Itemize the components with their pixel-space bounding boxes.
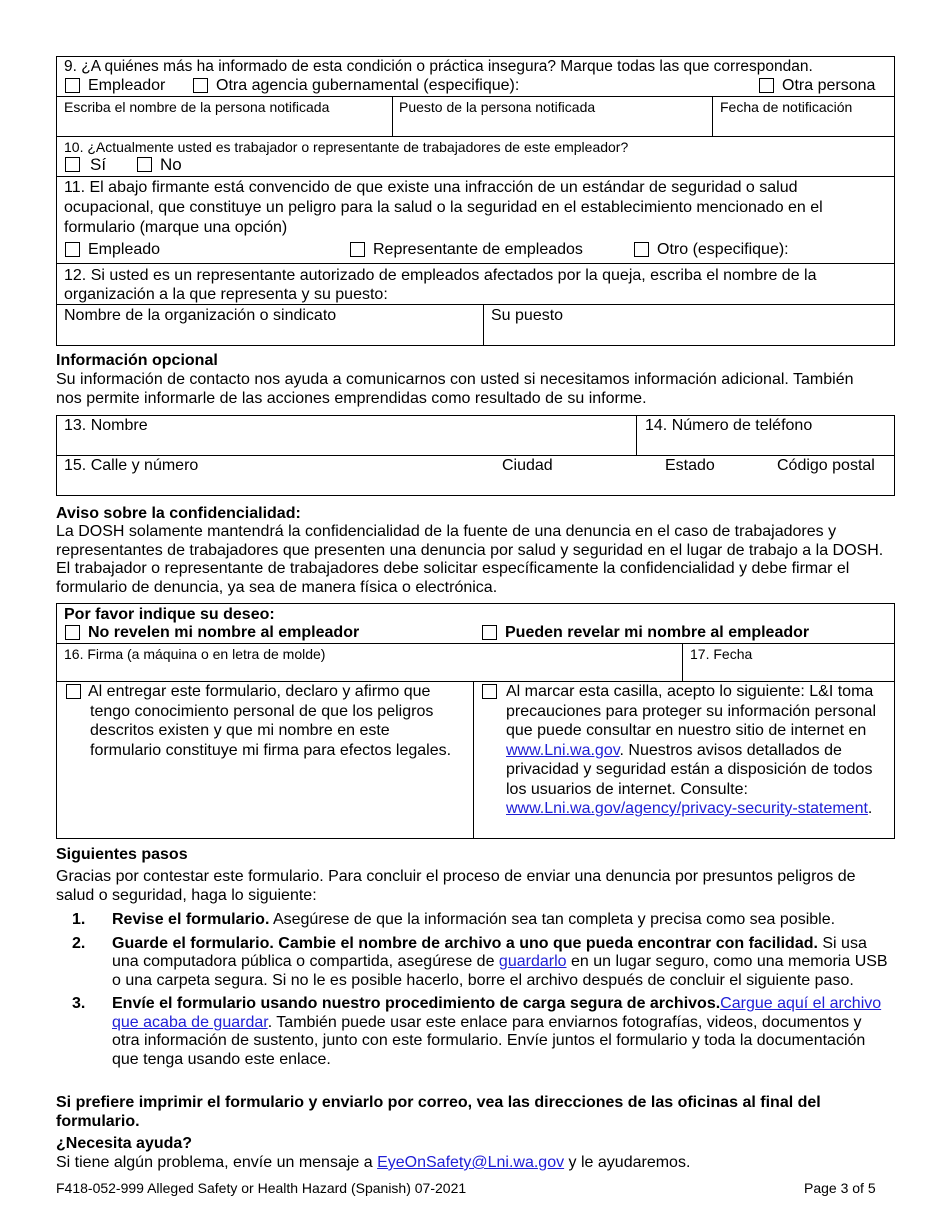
step-2-number: 2. — [72, 934, 86, 952]
q11-other-label: Otro (especifique): — [657, 241, 789, 258]
q11-employee-label: Empleado — [88, 241, 161, 258]
confidentiality-heading: Aviso sobre la confidencialidad: — [56, 505, 301, 522]
phone-field-label: 14. Número de teléfono — [645, 417, 813, 434]
q11-other-checkbox[interactable] — [634, 242, 649, 257]
step-1-number: 1. — [72, 911, 86, 928]
confidentiality-text: La DOSH solamente mantendrá la confidencialidad de la fuente de una denuncia en el caso de trabajadores y representantes de trabajadores que presenten una denuncia por salud y seguridad en el lugar de trabajo a la DOSH. El trabajador o representante de trabajadores debe solicitar específicamente la confidencialidad y debe firmar el formulario de denuncia, ya sea de manera física o electrónica. — [56, 523, 884, 596]
divider — [636, 415, 637, 455]
q11-employee-checkbox[interactable] — [65, 242, 80, 257]
declaration-text: Al entregar este formulario, declaro y afirmo que tengo conocimiento personal de que los peligros descritos existen y que mi nombre en este formulario constituye mi firma para efectos legales. — [88, 683, 452, 759]
q10-no-label: No — [160, 155, 182, 174]
lni-website-link[interactable]: www.Lni.wa.gov — [506, 741, 620, 759]
privacy-text-part2: . Nuestros avisos detallados de privacidad y seguridad están a disposición de todos los usuarios de internet. Consulte: — [506, 741, 873, 798]
divider — [392, 96, 393, 136]
city-field-label: Ciudad — [502, 457, 553, 474]
reveal-checkbox[interactable] — [482, 625, 497, 640]
step-3-number: 3. — [72, 995, 86, 1012]
name-field-label: 13. Nombre — [64, 417, 148, 434]
declare-checkbox[interactable] — [66, 684, 81, 699]
q11-representative-checkbox[interactable] — [350, 242, 365, 257]
step-2 — [72, 935, 890, 991]
signature-label: 16. Firma (a máquina o en letra de molde) — [64, 646, 326, 662]
q12-position-label: Su puesto — [491, 307, 564, 324]
divider — [56, 136, 895, 137]
step-2-text-b: en un lugar seguro, como una memoria USB o una carpeta segura. Si no le es posible hacerlo, borre el archivo después de concluir el siguiente paso. — [112, 953, 888, 989]
privacy-statement-link[interactable]: www.Lni.wa.gov/agency/privacy-security-statement — [506, 800, 868, 817]
q10-no-checkbox[interactable] — [137, 157, 152, 172]
q9-name-label: Escriba el nombre de la persona notificada — [64, 99, 330, 115]
privacy-text-end: . — [867, 800, 873, 817]
no-reveal-checkbox[interactable] — [65, 625, 80, 640]
step-3-title: Envíe el formulario usando nuestro procedimiento de carga segura de archivos. — [112, 995, 721, 1012]
zip-field-label: Código postal — [777, 457, 875, 474]
divider — [56, 643, 895, 644]
help-text-before: Si tiene algún problema, envíe un mensaje a — [56, 1154, 378, 1171]
q12-statement: 12. Si usted es un representante autorizado de empleados afectados por la queja, escriba el nombre de la organización a la que representa y su puesto: — [64, 267, 817, 303]
support-email-link[interactable]: EyeOnSafety@Lni.wa.gov — [377, 1154, 565, 1171]
help-text-after: y le ayudaremos. — [564, 1154, 691, 1171]
next-steps-intro: Gracias por contestar este formulario. Para concluir el proceso de enviar una denuncia por presuntos peligros de salud o seguridad, haga lo siguiente: — [56, 868, 856, 904]
optional-heading: Información opcional — [56, 352, 218, 369]
next-steps-heading: Siguientes pasos — [56, 846, 188, 863]
q10-yes-checkbox[interactable] — [65, 157, 80, 172]
q9-employer-checkbox[interactable] — [65, 78, 80, 93]
divider — [56, 263, 895, 264]
divider — [56, 455, 895, 456]
step-1-title: Revise el formulario. — [112, 911, 270, 928]
form-id: F418-052-999 Alleged Safety or Health Hazard (Spanish) 07-2021 — [56, 1180, 467, 1196]
step-1 — [72, 911, 890, 930]
divider — [712, 96, 713, 136]
divider — [56, 304, 895, 305]
q10-yes-label: Sí — [90, 155, 107, 174]
state-field-label: Estado — [665, 457, 715, 474]
save-link[interactable]: guardarlo — [498, 953, 567, 970]
q9-date-label: Fecha de notificación — [720, 99, 853, 115]
step-2-text-a: Si usa una computadora pública o compartida, asegúrese de — [112, 934, 867, 970]
step-2-title: Guarde el formulario. Cambie el nombre de archivo a uno que pueda encontrar con facilidad. — [112, 934, 818, 952]
q10-question: 10. ¿Actualmente usted es trabajador o representante de trabajadores de este empleador? — [64, 139, 629, 155]
q9-question: 9. ¿A quiénes más ha informado de esta condición o práctica insegura? Marque todas las que correspondan. — [64, 58, 813, 75]
step-3 — [72, 995, 890, 1069]
divider — [483, 304, 484, 346]
help-text — [56, 1154, 690, 1172]
q9-other-person-checkbox[interactable] — [759, 78, 774, 93]
divider — [56, 96, 895, 97]
q12-organization-label: Nombre de la organización o sindicato — [64, 307, 337, 324]
q11-representative-label: Representante de empleados — [373, 241, 583, 258]
q11-statement: 11. El abajo firmante está convencido de que existe una infracción de un estándar de seguridad o salud ocupacional, que constituye un peligro para la salud o la seguridad en el establecimiento mencionado en el formulario (marque una opción) — [64, 179, 823, 236]
privacy-text — [506, 682, 886, 819]
q9-position-label: Puesto de la persona notificada — [399, 99, 596, 115]
help-heading: ¿Necesita ayuda? — [56, 1135, 193, 1152]
mail-note: Si prefiere imprimir el formulario y enviarlo por correo, vea las direcciones de las oficinas al final del formulario. — [56, 1094, 821, 1130]
step-1-text: Asegúrese de que la información sea tan completa y precisa como sea posible. — [269, 911, 836, 928]
next-steps-list — [72, 911, 890, 1074]
no-reveal-label: No revelen mi nombre al empleador — [88, 624, 360, 641]
street-field-label: 15. Calle y número — [64, 457, 199, 474]
step-3-text: . También puede usar este enlace para enviarnos fotografías, videos, documentos y otra información de sustento, junto con este formulario. Envíe juntos el formulario y toda la documentación que tenga usando este enlace. — [112, 1013, 866, 1068]
date-label: 17. Fecha — [690, 646, 753, 662]
divider — [56, 176, 895, 177]
divider — [473, 681, 474, 839]
wish-heading: Por favor indique su deseo: — [64, 606, 275, 623]
page-number: Page 3 of 5 — [804, 1180, 876, 1196]
divider — [682, 643, 683, 681]
q9-agency-label: Otra agencia gubernamental (especifique): — [216, 77, 520, 94]
reveal-label: Pueden revelar mi nombre al empleador — [505, 624, 810, 641]
q9-other-person-label: Otra persona — [782, 77, 876, 94]
q9-agency-checkbox[interactable] — [193, 78, 208, 93]
q9-employer-label: Empleador — [88, 77, 166, 94]
optional-description: Su información de contacto nos ayuda a comunicarnos con usted si necesitamos información adicional. También nos permite informarle de las acciones emprendidas como resultado de su informe. — [56, 371, 854, 407]
privacy-text-part1: Al marcar esta casilla, acepto lo siguiente: L&I toma precauciones para proteger su información personal que puede consultar en nuestro sitio de internet en — [506, 683, 876, 739]
upload-link[interactable]: Cargue aquí el archivo que acaba de guardar — [112, 995, 882, 1031]
privacy-checkbox[interactable] — [482, 684, 497, 699]
